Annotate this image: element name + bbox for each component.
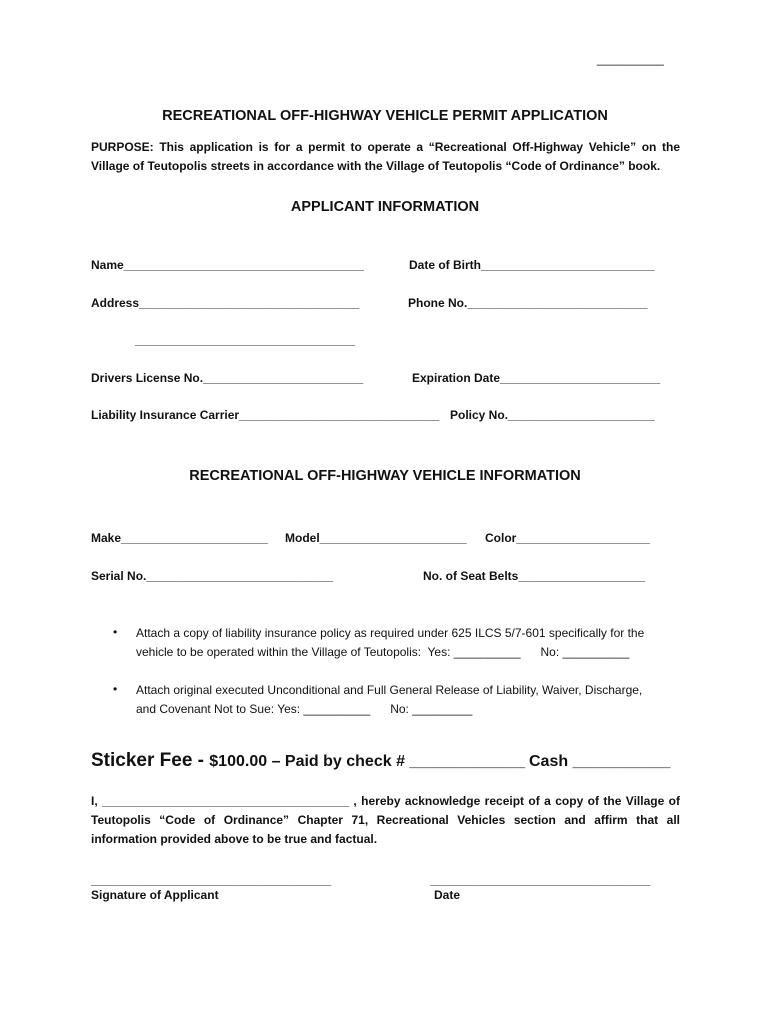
signature-line[interactable]: ____________________________________ [91, 873, 332, 887]
insurance-bullet-line1: Attach a copy of liability insurance policy as required under 625 ILCS 5/7-601 specifically for the [136, 626, 645, 640]
serial-number-field[interactable]: Serial No.____________________________ [91, 569, 334, 583]
date-label: Date [434, 888, 461, 902]
purpose-paragraph: PURPOSE: This application is for a permit to operate a “Recreational Off-Highway Vehicle” on the Village of Teutopolis streets in accordance with the Village of Teutopolis “Code of Ordinance” book. [91, 140, 680, 173]
expiration-date-field[interactable]: Expiration Date________________________ [412, 371, 661, 385]
model-field[interactable]: Model______________________ [285, 531, 467, 545]
address-line2-field[interactable]: _________________________________ [135, 333, 356, 347]
insurance-carrier-field[interactable]: Liability Insurance Carrier______________________________ [91, 408, 440, 422]
acknowledgement-paragraph[interactable]: I, _____________________________________ , hereby acknowledge receipt of a copy of the Village of Teutopolis “Code of Ordinance” Chapter 71, Recreational Vehicles section and affirm that all information provided above to be true and factual. [91, 794, 680, 846]
bullet-dot: • [113, 625, 118, 639]
cash-field[interactable]: Cash ___________ [529, 753, 671, 770]
date-of-birth-field[interactable]: Date of Birth__________________________ [409, 258, 655, 272]
page-title: RECREATIONAL OFF-HIGHWAY VEHICLE PERMIT APPLICATION [162, 108, 608, 124]
release-bullet-line1: Attach original executed Unconditional and Full General Release of Liability, Waiver, Discharge, [136, 683, 643, 697]
sticker-fee-row[interactable] [91, 751, 525, 772]
address-field[interactable]: Address_________________________________ [91, 296, 360, 310]
policy-number-field[interactable]: Policy No.______________________ [450, 408, 655, 422]
sticker-fee-label: Sticker Fee - [91, 750, 210, 771]
drivers-license-field[interactable]: Drivers License No.________________________ [91, 371, 364, 385]
date-line[interactable]: _________________________________ [430, 873, 651, 887]
release-bullet-line2[interactable]: and Covenant Not to Sue: Yes: __________ No: _________ [136, 702, 473, 716]
bullet-dot: • [113, 682, 118, 696]
color-field[interactable]: Color____________________ [485, 531, 650, 545]
name-field[interactable]: Name____________________________________ [91, 258, 364, 272]
make-field[interactable]: Make______________________ [91, 531, 268, 545]
top-blank[interactable]: __________ [597, 52, 664, 66]
applicant-heading: APPLICANT INFORMATION [290, 199, 480, 215]
signature-label: Signature of Applicant [91, 888, 219, 902]
vehicle-heading: RECREATIONAL OFF-HIGHWAY VEHICLE INFORMATION [189, 468, 581, 484]
seat-belts-field[interactable]: No. of Seat Belts___________________ [423, 569, 646, 583]
insurance-bullet-line2[interactable]: vehicle to be operated within the Village of Teutopolis: Yes: __________ No: __________ [136, 645, 630, 659]
phone-field[interactable]: Phone No.___________________________ [408, 296, 648, 310]
fee-amount-check[interactable]: $100.00 – Paid by check # _____________ [209, 753, 526, 770]
